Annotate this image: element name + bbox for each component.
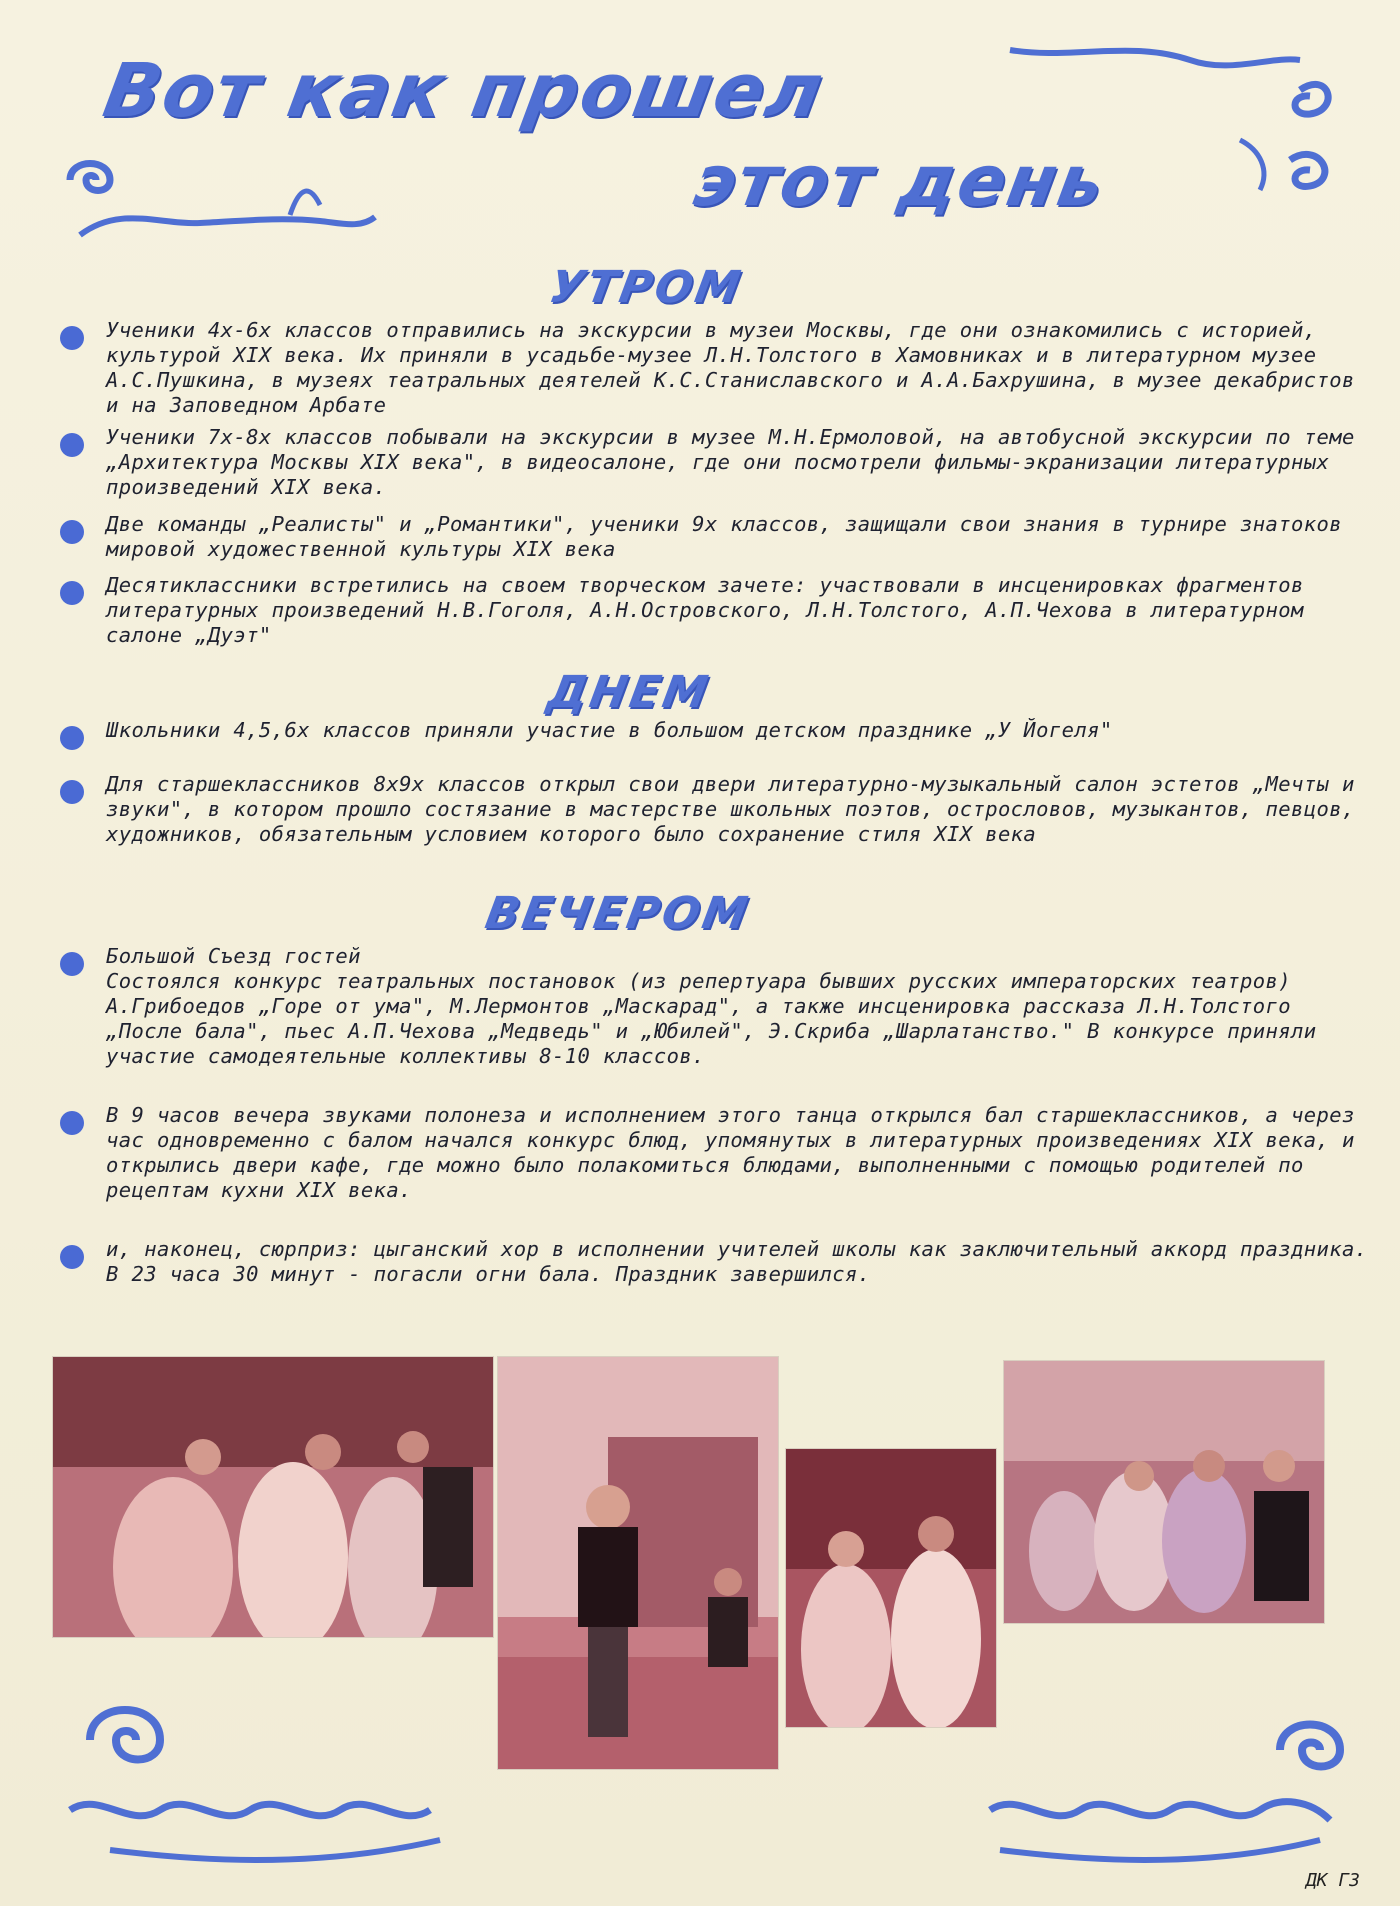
bullet-icon	[60, 952, 84, 976]
bullet-icon	[60, 726, 84, 750]
photo-ball-dancers	[52, 1356, 494, 1638]
photo-boy-performer	[497, 1356, 779, 1770]
swirl-bottom-right-icon	[980, 1700, 1360, 1880]
photo-girls-in-dresses	[785, 1448, 997, 1728]
item-text: Десятиклассники встретились на своем творческом зачете: участвовали в инсценировках фрагментов литературных произведений Н.В.Гоголя, А.Н.Островского, Л.Н.Толстого, А.П.Чехова в литературном салоне „Дуэт"	[106, 573, 1304, 647]
bullet-icon	[60, 520, 84, 544]
item-text: Две команды „Реалисты" и „Романтики", ученики 9х классов, защищали свои знания в турнире знатоков мировой художественной культуры XIX века	[106, 512, 1342, 561]
bullet-icon	[60, 1245, 84, 1269]
item-text: Ученики 7х-8х классов побывали на экскурсии в музее М.Н.Ермоловой, на автобусной экскурсии по теме „Архитектура Москвы XIX века", в видеосалоне, где они посмотрели фильмы-экранизации литературных произведений XIX века.	[106, 425, 1355, 499]
swirl-bottom-left-icon	[50, 1680, 490, 1880]
poster-title	[97, 48, 1155, 222]
photo-seated-audience	[1003, 1360, 1325, 1624]
bullet-icon	[60, 581, 84, 605]
item-text: Большой Съезд гостей Состоялся конкурс театральных постановок (из репертуара бывших русских императорских театров) А.Грибоедов „Горе от ума", М.Лермонтов „Маскарад", а также инсценировка рассказа Л.Н.Толстого „После бала", пьес А.П.Чехова „Медведь" и „Юбилей", Э.Скриба „Шарлатанство." В конкурсе приняли участие самодеятельные коллективы 8-10 классов.	[106, 944, 1317, 1068]
section-heading-day: ДНЕМ	[543, 667, 715, 718]
title-line-2: этот день	[687, 140, 1112, 222]
item-text: Ученики 4х-6х классов отправились на экскурсии в музеи Москвы, где они ознакомились с историей, культурой XIX века. Их приняли в усадьбе-музее Л.Н.Толстого в Хамовниках и в литературном музее А.С.Пушкина, в музеях театральных деятелей К.С.Станиславского и А.А.Бахрушина, в музее декабристов и на Заповедном Арбате	[106, 318, 1355, 417]
bullet-icon	[60, 1111, 84, 1135]
bullet-icon	[60, 326, 84, 350]
bullet-icon	[60, 433, 84, 457]
archive-code: ДК Г3	[1305, 1870, 1360, 1891]
title-line-1: Вот как прошел	[97, 48, 831, 134]
section-heading-morning: УТРОМ	[545, 262, 747, 313]
bullet-icon	[60, 780, 84, 804]
item-text: Школьники 4,5,6х классов приняли участие в большом детском празднике „У Йогеля"	[106, 718, 1113, 742]
section-heading-evening: ВЕЧЕРОМ	[481, 888, 755, 939]
item-text: Для старшеклассников 8х9х классов открыл свои двери литературно-музыкальный салон эстетов „Мечты и звуки", в котором прошло состязание в мастерстве школьных поэтов, остроcловов, музыкантов, певцов, художников, обязательным условием которого было сохранение стиля XIX века	[106, 772, 1355, 846]
item-text: В 9 часов вечера звуками полонеза и исполнением этого танца открылся бал старшеклассников, а через час одновременно с балом начался конкурс блюд, упомянутых в литературных произведениях XIX века, и открылись двери кафе, где можно было полакомиться блюдами, выполненными с помощью родителей по рецептам кухни XIX века.	[106, 1103, 1355, 1202]
item-text: и, наконец, сюрприз: цыганский хор в исполнении учителей школы как заключительный аккорд праздника. В 23 часа 30 минут - погасли огни бала. Праздник завершился.	[106, 1237, 1368, 1286]
